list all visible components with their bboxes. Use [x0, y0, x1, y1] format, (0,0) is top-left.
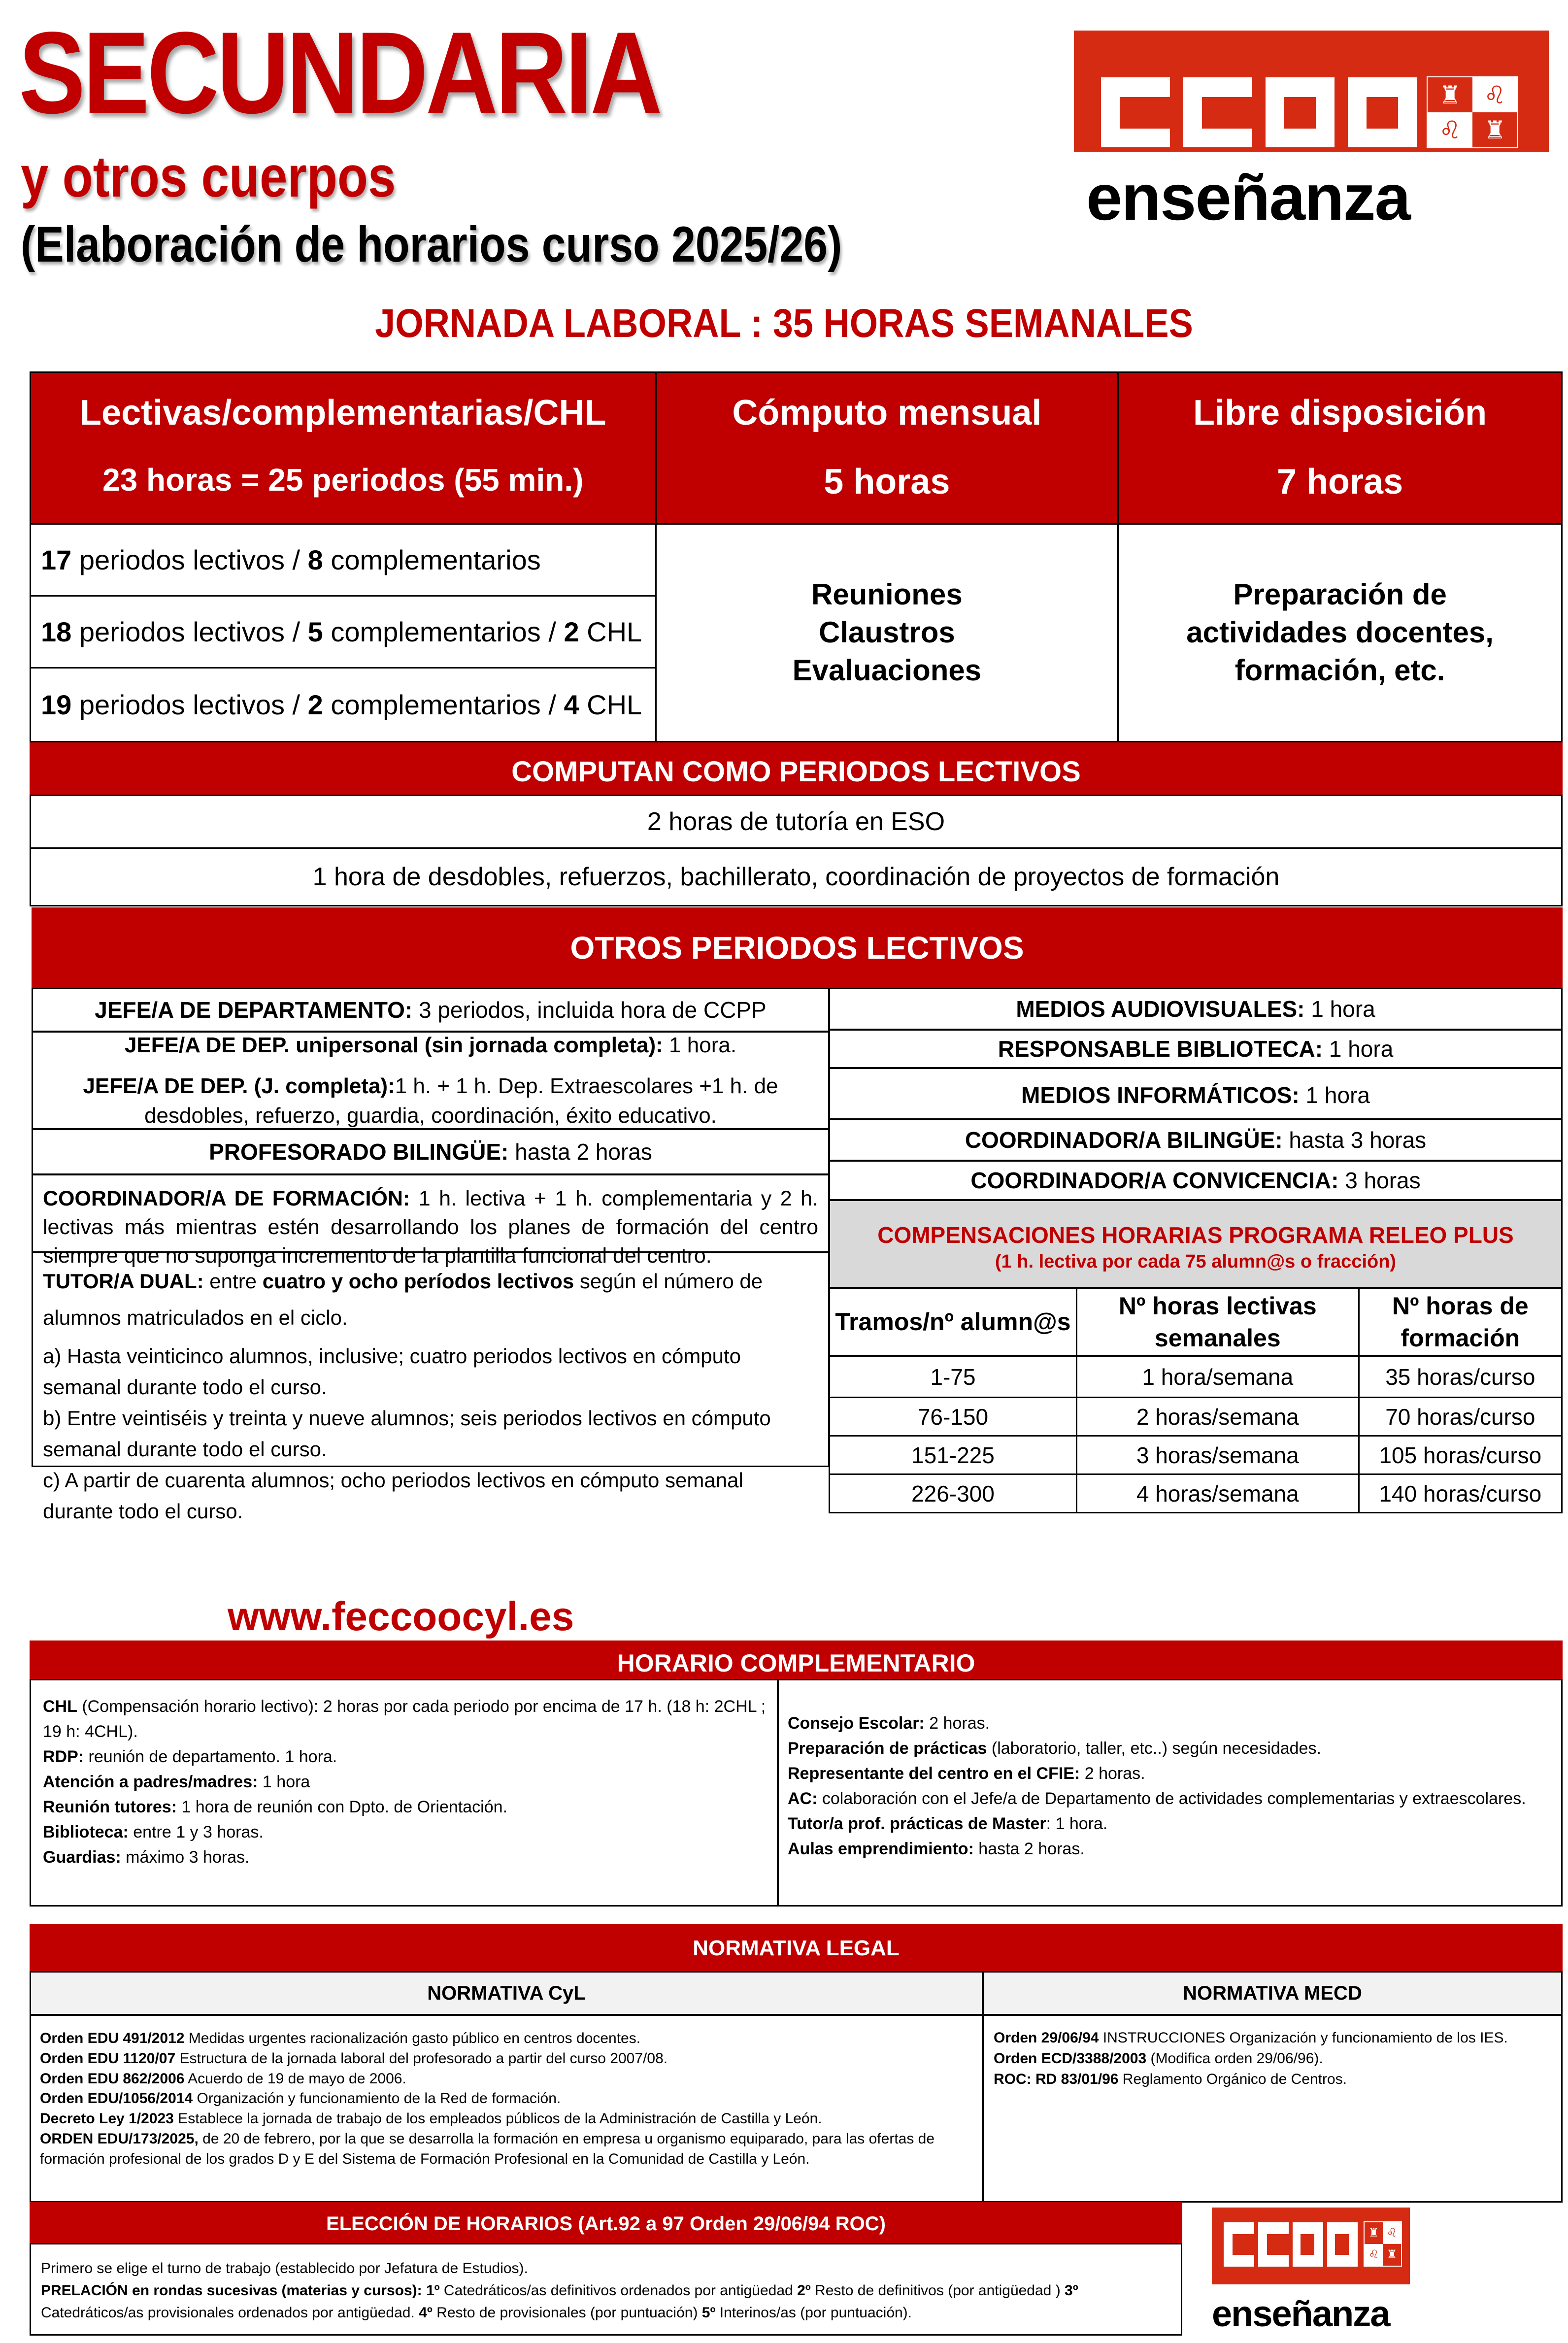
col-computo: Cómputo mensual 5 horas [656, 372, 1118, 524]
normativa-item: ROC: RD 83/01/96 Reglamento Orgánico de Centros. [994, 2071, 1347, 2087]
compl-item: Consejo Escolar: 2 horas. [788, 1714, 990, 1733]
jornada-title: JORNADA LABORAL : 35 HORAS SEMANALES [375, 301, 1193, 346]
coordinador-bilingue: COORDINADOR/A BILINGÜE: hasta 3 horas [829, 1119, 1563, 1161]
compl-item: Reunión tutores: 1 hora de reunión con Dpto. de Orientación. [43, 1798, 507, 1816]
course-label: (Elaboración de horarios curso 2025/26) [21, 216, 842, 272]
releo-col-horas-lectivas: Nº horas lectivas semanales [1076, 1288, 1359, 1356]
eleccion-line-turno: Primero se elige el turno de trabajo (establecido por Jefatura de Estudios). [41, 2260, 528, 2276]
compl-item: Tutor/a prof. prácticas de Master: 1 hora. [788, 1814, 1108, 1833]
normativa-item: Decreto Ley 1/2023 Establece la jornada de trabajo de los empleados públicos de la Administración de Castilla y León. [40, 2110, 822, 2127]
compl-item: Representante del centro en el CFIE: 2 horas. [788, 1764, 1145, 1783]
logo-caption: enseñanza [1086, 161, 1410, 234]
computo-items: Reuniones Claustros Evaluaciones [656, 524, 1118, 742]
normativa-cyl-list [30, 2014, 983, 2203]
computan-header: COMPUTAN COMO PERIODOS LECTIVOS [30, 742, 1563, 796]
normativa-mecd-header: NORMATIVA MECD [982, 1971, 1563, 2015]
tutor-dual-item-b: b) Entre veintiséis y treinta y nueve alumnos; seis periodos lectivos en cómputo semanal durante todo el curso. [43, 1406, 771, 1461]
normativa-item: Orden 29/06/94 INSTRUCCIONES Organización y funcionamiento de los IES. [994, 2030, 1508, 2046]
releo-col-tramos: Tramos/nº alumn@s [830, 1288, 1077, 1356]
normativa-mecd-list [982, 2014, 1563, 2203]
medios-audiovisuales: MEDIOS AUDIOVISUALES: 1 hora [829, 988, 1563, 1030]
compl-item: AC: colaboración con el Jefe/a de Departamento de actividades complementarias y extraescolares. [788, 1789, 1526, 1808]
releo-table [829, 1287, 1563, 1513]
releo-header: COMPENSACIONES HORARIAS PROGRAMA RELEO PLUS (1 h. lectiva por cada 75 alumn@s o fracción) [829, 1200, 1563, 1288]
col-lectivas: Lectivas/complementarias/CHL 23 horas = 25 periodos (55 min.) [31, 372, 656, 524]
jefe-departamento: JEFE/A DE DEPARTAMENTO: 3 periodos, incluida hora de CCPP [32, 988, 830, 1032]
page-subtitle: y otros cuerpos [21, 144, 396, 209]
table-row: 1-75 1 hora/semana 35 horas/curso [830, 1356, 1562, 1398]
table-row: 76-150 2 horas/semana 70 horas/curso [830, 1398, 1562, 1436]
computan-item-tutoria: 2 horas de tutoría en ESO [30, 795, 1563, 849]
libre-items: Preparación de actividades docentes, formación, etc. [1118, 524, 1562, 742]
col-libre: Libre disposición 7 horas [1118, 372, 1562, 524]
coordinador-convivencia: COORDINADOR/A CONVICENCIA: 3 horas [829, 1160, 1563, 1201]
tutor-dual-item-c: c) A partir de cuarenta alumnos; ocho periodos lectivos en cómputo semanal durante todo el curso. [43, 1469, 743, 1523]
table-row: 226-300 4 horas/semana 140 horas/curso [830, 1474, 1562, 1513]
computan-item-desdobles: 1 hora de desdobles, refuerzos, bachillerato, coordinación de proyectos de formación [30, 847, 1563, 906]
compl-item: Preparación de prácticas (laboratorio, taller, etc..) según necesidades. [788, 1739, 1321, 1758]
normativa-item: Orden EDU 1120/07 Estructura de la jornada laboral del profesorado a partir del curso 2007/08. [40, 2050, 668, 2067]
coordinador-formacion: COORDINADOR/A DE FORMACIÓN: 1 h. lectiva + 1 h. complementaria y 2 h. lectivas más mientras estén desarrollando los planes de formación del centro siempre que no suponga incremento de la plantilla funcional del centro. [32, 1174, 830, 1253]
table-row: 151-225 3 horas/semana 105 horas/curso [830, 1436, 1562, 1474]
responsable-biblioteca: RESPONSABLE BIBLIOTECA: 1 hora [829, 1029, 1563, 1069]
normativa-cyl-header: NORMATIVA CyL [30, 1971, 983, 2015]
releo-col-formacion: Nº horas de formación [1359, 1288, 1562, 1356]
tutor-dual: TUTOR/A DUAL: entre cuatro y ocho períodos lectivos según el número de alumnos matriculados en el ciclo. a) Hasta veinticinco alumnos, inclusive; cuatro periodos lectivos en cómputo semanal durante todo el curso. b) Entre veintiséis y treinta y nueve alumnos; seis periodos lectivos en cómputo semanal durante todo el curso. c) A partir de cuarenta alumnos; ocho periodos lectivos en cómputo semanal durante todo el curso. [32, 1252, 830, 1467]
jefe-dep-group: JEFE/A DE DEP. unipersonal (sin jornada completa): 1 hora. JEFE/A DE DEP. (J. completa):1 h. + 1 h. Dep. Extraescolares +1 h. de desdobles, refuerzo, guardia, coordinación, éxito educativo. [32, 1031, 830, 1130]
normativa-header: NORMATIVA LEGAL [30, 1924, 1563, 1972]
periodos-row-17: 17 periodos lectivos / 8 complementarios [31, 524, 656, 596]
normativa-item: Orden ECD/3388/2003 (Modifica orden 29/06/96). [994, 2050, 1323, 2067]
normativa-item: Orden EDU 491/2012 Medidas urgentes racionalización gasto público en centros docentes. [40, 2030, 641, 2046]
complementario-right [777, 1679, 1563, 1907]
page-title: SECUNDARIA [19, 8, 660, 138]
complementario-header: HORARIO COMPLEMENTARIO [30, 1640, 1563, 1680]
profesorado-bilingue: PROFESORADO BILINGÜE: hasta 2 horas [32, 1129, 830, 1175]
normativa-item: ORDEN EDU/173/2025, de 20 de febrero, por la que se desarrolla la formación en empresa u organismo equiparado, para las ofertas de formación profesional de los grados D y E del Sistema de Formación Profesional en la Comunidad de Castilla y León. [40, 2130, 935, 2167]
periodos-row-19: 19 periodos lectivos / 2 complementarios / 4 CHL [31, 668, 656, 742]
normativa-item: Orden EDU/1056/2014 Organización y funcionamiento de la Red de formación. [40, 2090, 561, 2107]
tutor-dual-item-a: a) Hasta veinticinco alumnos, inclusive; cuatro periodos lectivos en cómputo semanal durante todo el curso. [43, 1344, 741, 1399]
castilla-leon-shield-icon: ♜ ♌ ♌ ♜ [1427, 76, 1518, 148]
eleccion-body [30, 2243, 1182, 2336]
compl-item: Aulas emprendimiento: hasta 2 horas. [788, 1840, 1085, 1858]
logo-red-block [1074, 31, 1549, 152]
logo-caption: enseñanza [1212, 2293, 1390, 2334]
otros-header: OTROS PERIODOS LECTIVOS [32, 907, 1563, 989]
periodos-row-18: 18 periodos lectivos / 5 complementarios / 2 CHL [31, 596, 656, 668]
eleccion-header: ELECCIÓN DE HORARIOS (Art.92 a 97 Orden 29/06/94 ROC) [30, 2202, 1182, 2244]
compl-item: Biblioteca: entre 1 y 3 horas. [43, 1823, 264, 1841]
castilla-leon-shield-icon: ♜ ♌ ♌ ♜ [1364, 2221, 1402, 2267]
compl-item: CHL (Compensación horario lectivo): 2 horas por cada periodo por encima de 17 h. (18 h: 2CHL ; 19 h: 4CHL). [43, 1697, 766, 1741]
compl-item: Atención a padres/madres: 1 hora [43, 1773, 310, 1791]
medios-informaticos: MEDIOS INFORMÁTICOS: 1 hora [829, 1068, 1563, 1120]
normativa-item: Orden EDU 862/2006 Acuerdo de 19 de mayo de 2006. [40, 2070, 406, 2087]
website-link[interactable]: www.feccoocyl.es [228, 1594, 574, 1639]
complementario-left [30, 1679, 778, 1907]
logo-red-block [1212, 2208, 1410, 2284]
compl-item: Guardias: máximo 3 horas. [43, 1848, 250, 1867]
eleccion-prelacion: PRELACIÓN en rondas sucesivas (materias y cursos): 1º Catedráticos/as definitivos ordenados por antigüedad 2º Resto de definitivos (por antigüedad ) 3º Catedráticos/as provisionales ordenados por antigüedad. 4º Resto de provisionales (por puntuación) 5º Interinos/as (por puntuación). [41, 2282, 1078, 2321]
compl-item: RDP: reunión de departamento. 1 hora. [43, 1747, 337, 1766]
jornada-table [30, 371, 1563, 742]
